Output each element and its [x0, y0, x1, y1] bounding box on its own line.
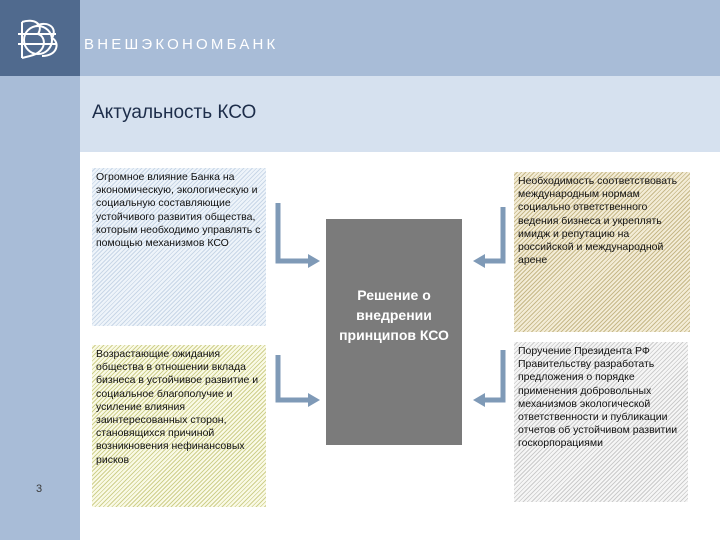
center-decision-box: Решение о внедрении принципов КСО: [326, 219, 462, 445]
arrowhead-right-icon: [308, 254, 320, 268]
right-box-2: Поручение Президента РФ Правительству разработать предложения о порядке применения добровольных механизмов экологической ответственности и публикации отчетов об устойчивом развитии госкорпорациями: [514, 342, 688, 502]
arrowhead-left-icon: [473, 254, 485, 268]
connector-right-lower: [483, 350, 503, 400]
left-box-1: Огромное влияние Банка на экономическую, экологическую и социальную составляющие устойчивого развития общества, которым необходимо управлять с помощью механизмов КСО: [92, 168, 266, 326]
connector-right-upper: [483, 207, 503, 261]
arrowhead-left-icon: [473, 393, 485, 407]
slide-title: Актуальность КСО: [92, 102, 257, 123]
connector-left-upper: [278, 203, 310, 261]
page-number: 3: [36, 483, 43, 495]
arrowhead-right-icon: [308, 393, 320, 407]
left-box-2: Возрастающие ожидания общества в отношении вклада бизнеса в устойчивое развитие и социальное благополучие и усиление влияния заинтересованных сторон, становящихся причиной возникновения нефинансовых рисков: [92, 345, 266, 507]
connector-left-lower: [278, 355, 310, 400]
bank-name: ВНЕШЭКОНОМБАНК: [84, 36, 279, 53]
right-box-1: Необходимость соответствовать международным нормам социально ответственного ведения бизнеса и укреплять имидж и репутацию на российской и международной арене: [514, 172, 690, 332]
